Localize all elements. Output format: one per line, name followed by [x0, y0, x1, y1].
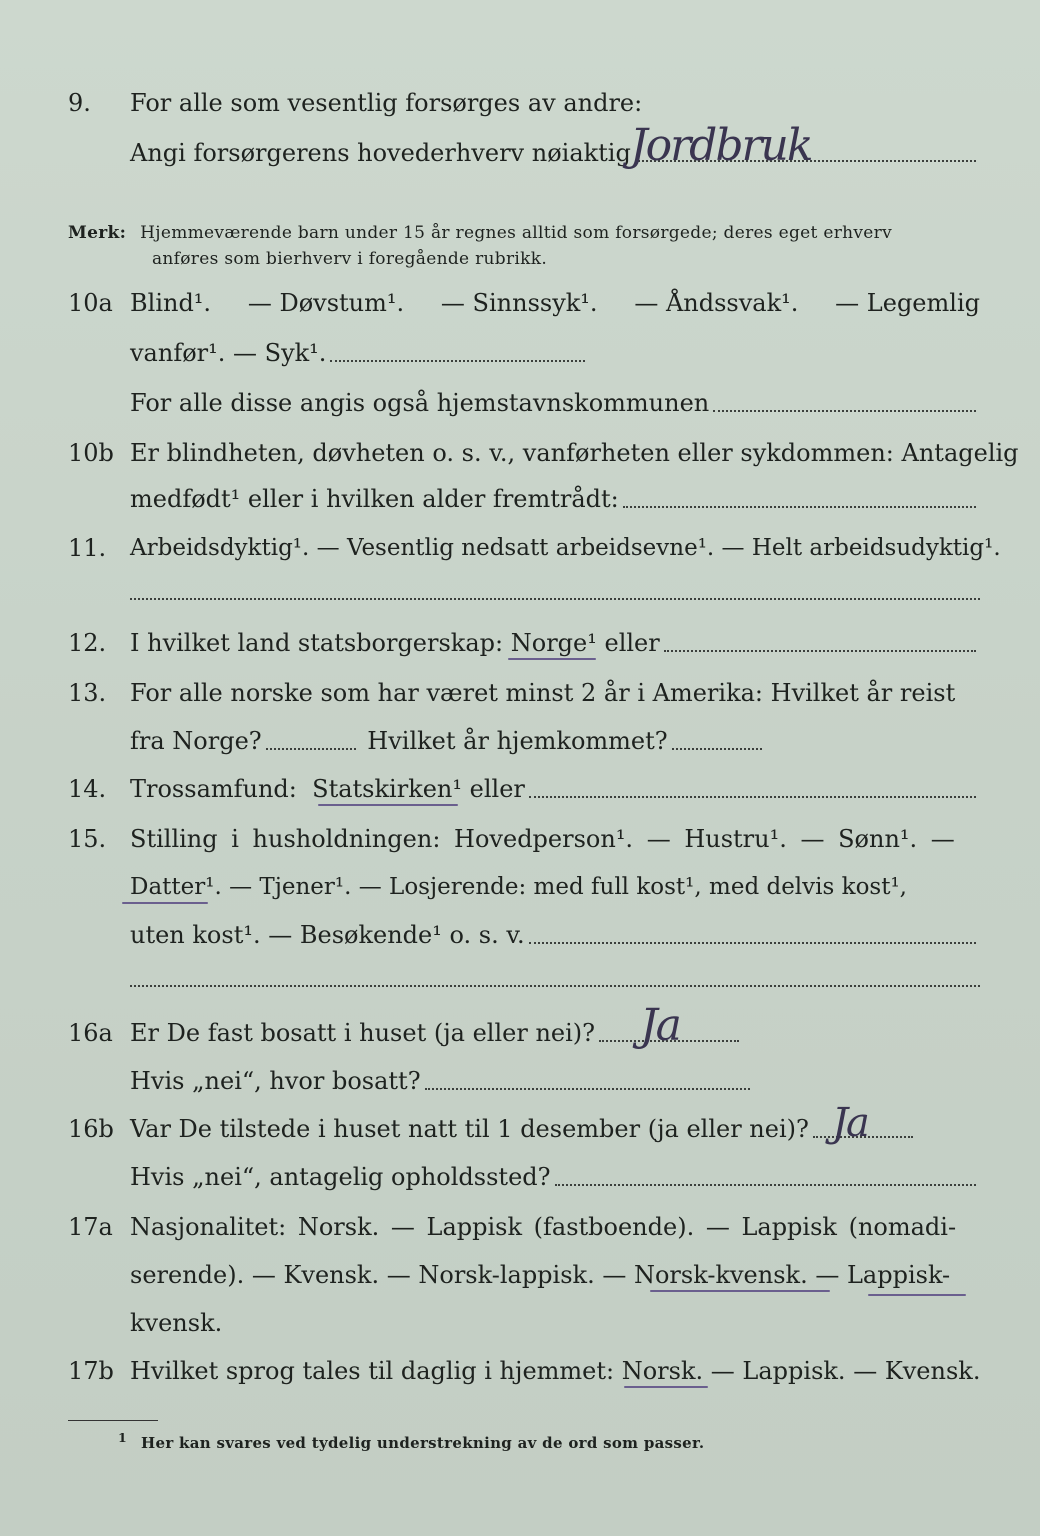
q17a-text2a: serende). — Kvensk. — Norsk-lappisk. —	[130, 1261, 627, 1289]
note-text2: anføres som bierhverv i foregående rubrikk.	[152, 249, 548, 269]
q12-prefix: I hvilket land statsborgerskap:	[130, 629, 504, 657]
q12-number: 12.	[68, 629, 107, 657]
q12-underline	[508, 658, 596, 660]
q13-line1	[130, 678, 980, 708]
q17a-text2c: — Lappisk-	[815, 1261, 951, 1289]
q12-option-norge[interactable]: Norge¹	[510, 629, 597, 657]
q16a-text2: Hvis „nei“, hvor bosatt?	[130, 1067, 421, 1095]
q10a-kommune-field[interactable]	[713, 410, 976, 412]
q10a-blind: Blind¹.	[130, 289, 212, 317]
q10b-age-field[interactable]	[623, 506, 976, 508]
q15-option-datter[interactable]: Datter¹.	[130, 874, 222, 900]
q10a-text2: vanfør¹. — Syk¹.	[130, 339, 327, 367]
q11-answer-field[interactable]	[130, 598, 980, 600]
q17b-underline	[624, 1386, 708, 1388]
q13-text2a: fra Norge?	[130, 727, 262, 755]
q16a-line1	[130, 1018, 980, 1048]
q13-reist-field[interactable]	[266, 748, 356, 750]
q10a-andssvak: — Åndssvak¹.	[634, 289, 799, 317]
q10a-line1	[130, 288, 980, 318]
q10b-number: 10b	[68, 439, 114, 467]
q15-line1	[130, 824, 980, 854]
q10a-line2	[130, 338, 980, 368]
q14-other-field[interactable]	[529, 796, 976, 798]
q15-underline	[122, 902, 208, 904]
footnote-rule	[68, 1420, 158, 1421]
q15-answer-field[interactable]	[130, 985, 980, 987]
q14-number: 14.	[68, 775, 107, 803]
q10b-line1	[130, 438, 1019, 468]
q16b-text1: Var De tilstede i huset natt til 1 desember (ja eller nei)?	[130, 1115, 809, 1143]
note-label: Merk:	[68, 223, 127, 243]
q17a-line1	[130, 1212, 980, 1242]
q10a-dovstum: — Døvstum¹.	[247, 289, 405, 317]
q13-text1: For alle norske som har været minst 2 år i Amerika: Hvilket år reist	[130, 679, 956, 707]
q16b-handwritten-answer: Ja	[832, 1100, 868, 1146]
q9-line1	[130, 88, 980, 118]
footnote-text: Her kan svares ved tydelig understrekning av de ord som passer.	[141, 1434, 705, 1452]
q17a-number: 17a	[68, 1213, 113, 1241]
q12-suffix: eller	[604, 629, 660, 657]
q16a-number: 16a	[68, 1019, 113, 1047]
q17b-suffix: — Lappisk. — Kvensk.	[710, 1357, 981, 1385]
q9-handwritten-answer: Jordbruk	[630, 120, 812, 171]
q17a-line2	[130, 1260, 980, 1290]
q17a-text1: Nasjonalitet: Norsk. — Lappisk (fastboende). — Lappisk (nomadi-	[130, 1213, 957, 1241]
q17a-text3: kvensk.	[130, 1309, 223, 1337]
q10a-number: 10a	[68, 289, 113, 317]
q13-hjemkommet-field[interactable]	[672, 748, 762, 750]
footnote-mark: 1	[118, 1430, 127, 1445]
q16b-line2	[130, 1162, 980, 1192]
q17b-number: 17b	[68, 1357, 114, 1385]
q17b-option-norsk[interactable]: Norsk.	[621, 1357, 704, 1385]
q12-line1	[130, 628, 980, 658]
q16b-number: 16b	[68, 1115, 114, 1143]
q16a-bosatt-field[interactable]	[425, 1088, 750, 1090]
q10b-text2: medfødt¹ eller i hvilken alder fremtrådt:	[130, 485, 619, 513]
q15-text2: — Tjener¹. — Losjerende: med full kost¹, med delvis kost¹,	[229, 874, 907, 900]
q16b-opholdssted-field[interactable]	[555, 1184, 976, 1186]
q9-text1: For alle som vesentlig forsørges av andre:	[130, 89, 643, 117]
q15-text3: uten kost¹. — Besøkende¹ o. s. v.	[130, 921, 525, 949]
q14-prefix: Trossamfund:	[130, 775, 297, 803]
q10b-line2	[130, 484, 980, 514]
q17a-line3	[130, 1308, 980, 1338]
q17b-prefix: Hvilket sprog tales til daglig i hjemmet:	[130, 1357, 615, 1385]
q10a-line3	[130, 388, 980, 418]
q12-other-field[interactable]	[664, 650, 976, 652]
footnote	[118, 1430, 704, 1452]
q9-text2: Angi forsørgerens hovederhverv nøiaktig	[130, 139, 631, 167]
q10a-syk-field[interactable]	[330, 360, 585, 362]
q14-suffix: eller	[469, 775, 525, 803]
q17a-option-norsk-kvensk[interactable]: Norsk-kvensk.	[633, 1261, 808, 1289]
q15-text1: Stilling i husholdningen: Hovedperson¹. — Hustru¹. — Sønn¹. —	[130, 825, 955, 853]
q10a-legemlig: — Legemlig	[835, 289, 980, 317]
q15-other-field[interactable]	[529, 942, 976, 944]
q17a-underline2	[868, 1294, 966, 1296]
q17a-underline	[650, 1290, 830, 1292]
q15-line3	[130, 920, 980, 950]
q9-line2	[130, 138, 980, 168]
q15-line2	[130, 872, 980, 902]
q13-number: 13.	[68, 679, 107, 707]
q10a-sinnssyk: — Sinnssyk¹.	[440, 289, 598, 317]
q11-number: 11.	[68, 534, 107, 562]
q14-line1	[130, 774, 980, 804]
q13-text2b: Hvilket år hjemkommet?	[367, 727, 668, 755]
q17b-line1	[130, 1356, 980, 1386]
q16a-handwritten-answer: Ja	[640, 1000, 680, 1051]
q15-number: 15.	[68, 825, 107, 853]
q10b-text1: Er blindheten, døvheten o. s. v., vanførheten eller sykdommen: Antagelig	[130, 439, 1019, 467]
q13-line2	[130, 726, 980, 756]
q16a-line2	[130, 1066, 980, 1096]
q10a-text3: For alle disse angis også hjemstavnskommunen	[130, 389, 710, 417]
q9-number: 9.	[68, 89, 91, 117]
q14-option-statskirken[interactable]: Statskirken¹	[312, 775, 463, 803]
note-text1: Hjemmeværende barn under 15 år regnes alltid som forsørgede; deres eget erhverv	[140, 223, 892, 243]
q16b-text2: Hvis „nei“, antagelig opholdssted?	[130, 1163, 551, 1191]
q16a-text1: Er De fast bosatt i huset (ja eller nei)?	[130, 1019, 596, 1047]
note-block	[68, 220, 980, 272]
q11-text1: Arbeidsdyktig¹. — Vesentlig nedsatt arbeidsevne¹. — Helt arbeidsudyktig¹.	[130, 535, 1001, 561]
q11-line1	[130, 533, 1001, 563]
q14-underline	[318, 804, 458, 806]
